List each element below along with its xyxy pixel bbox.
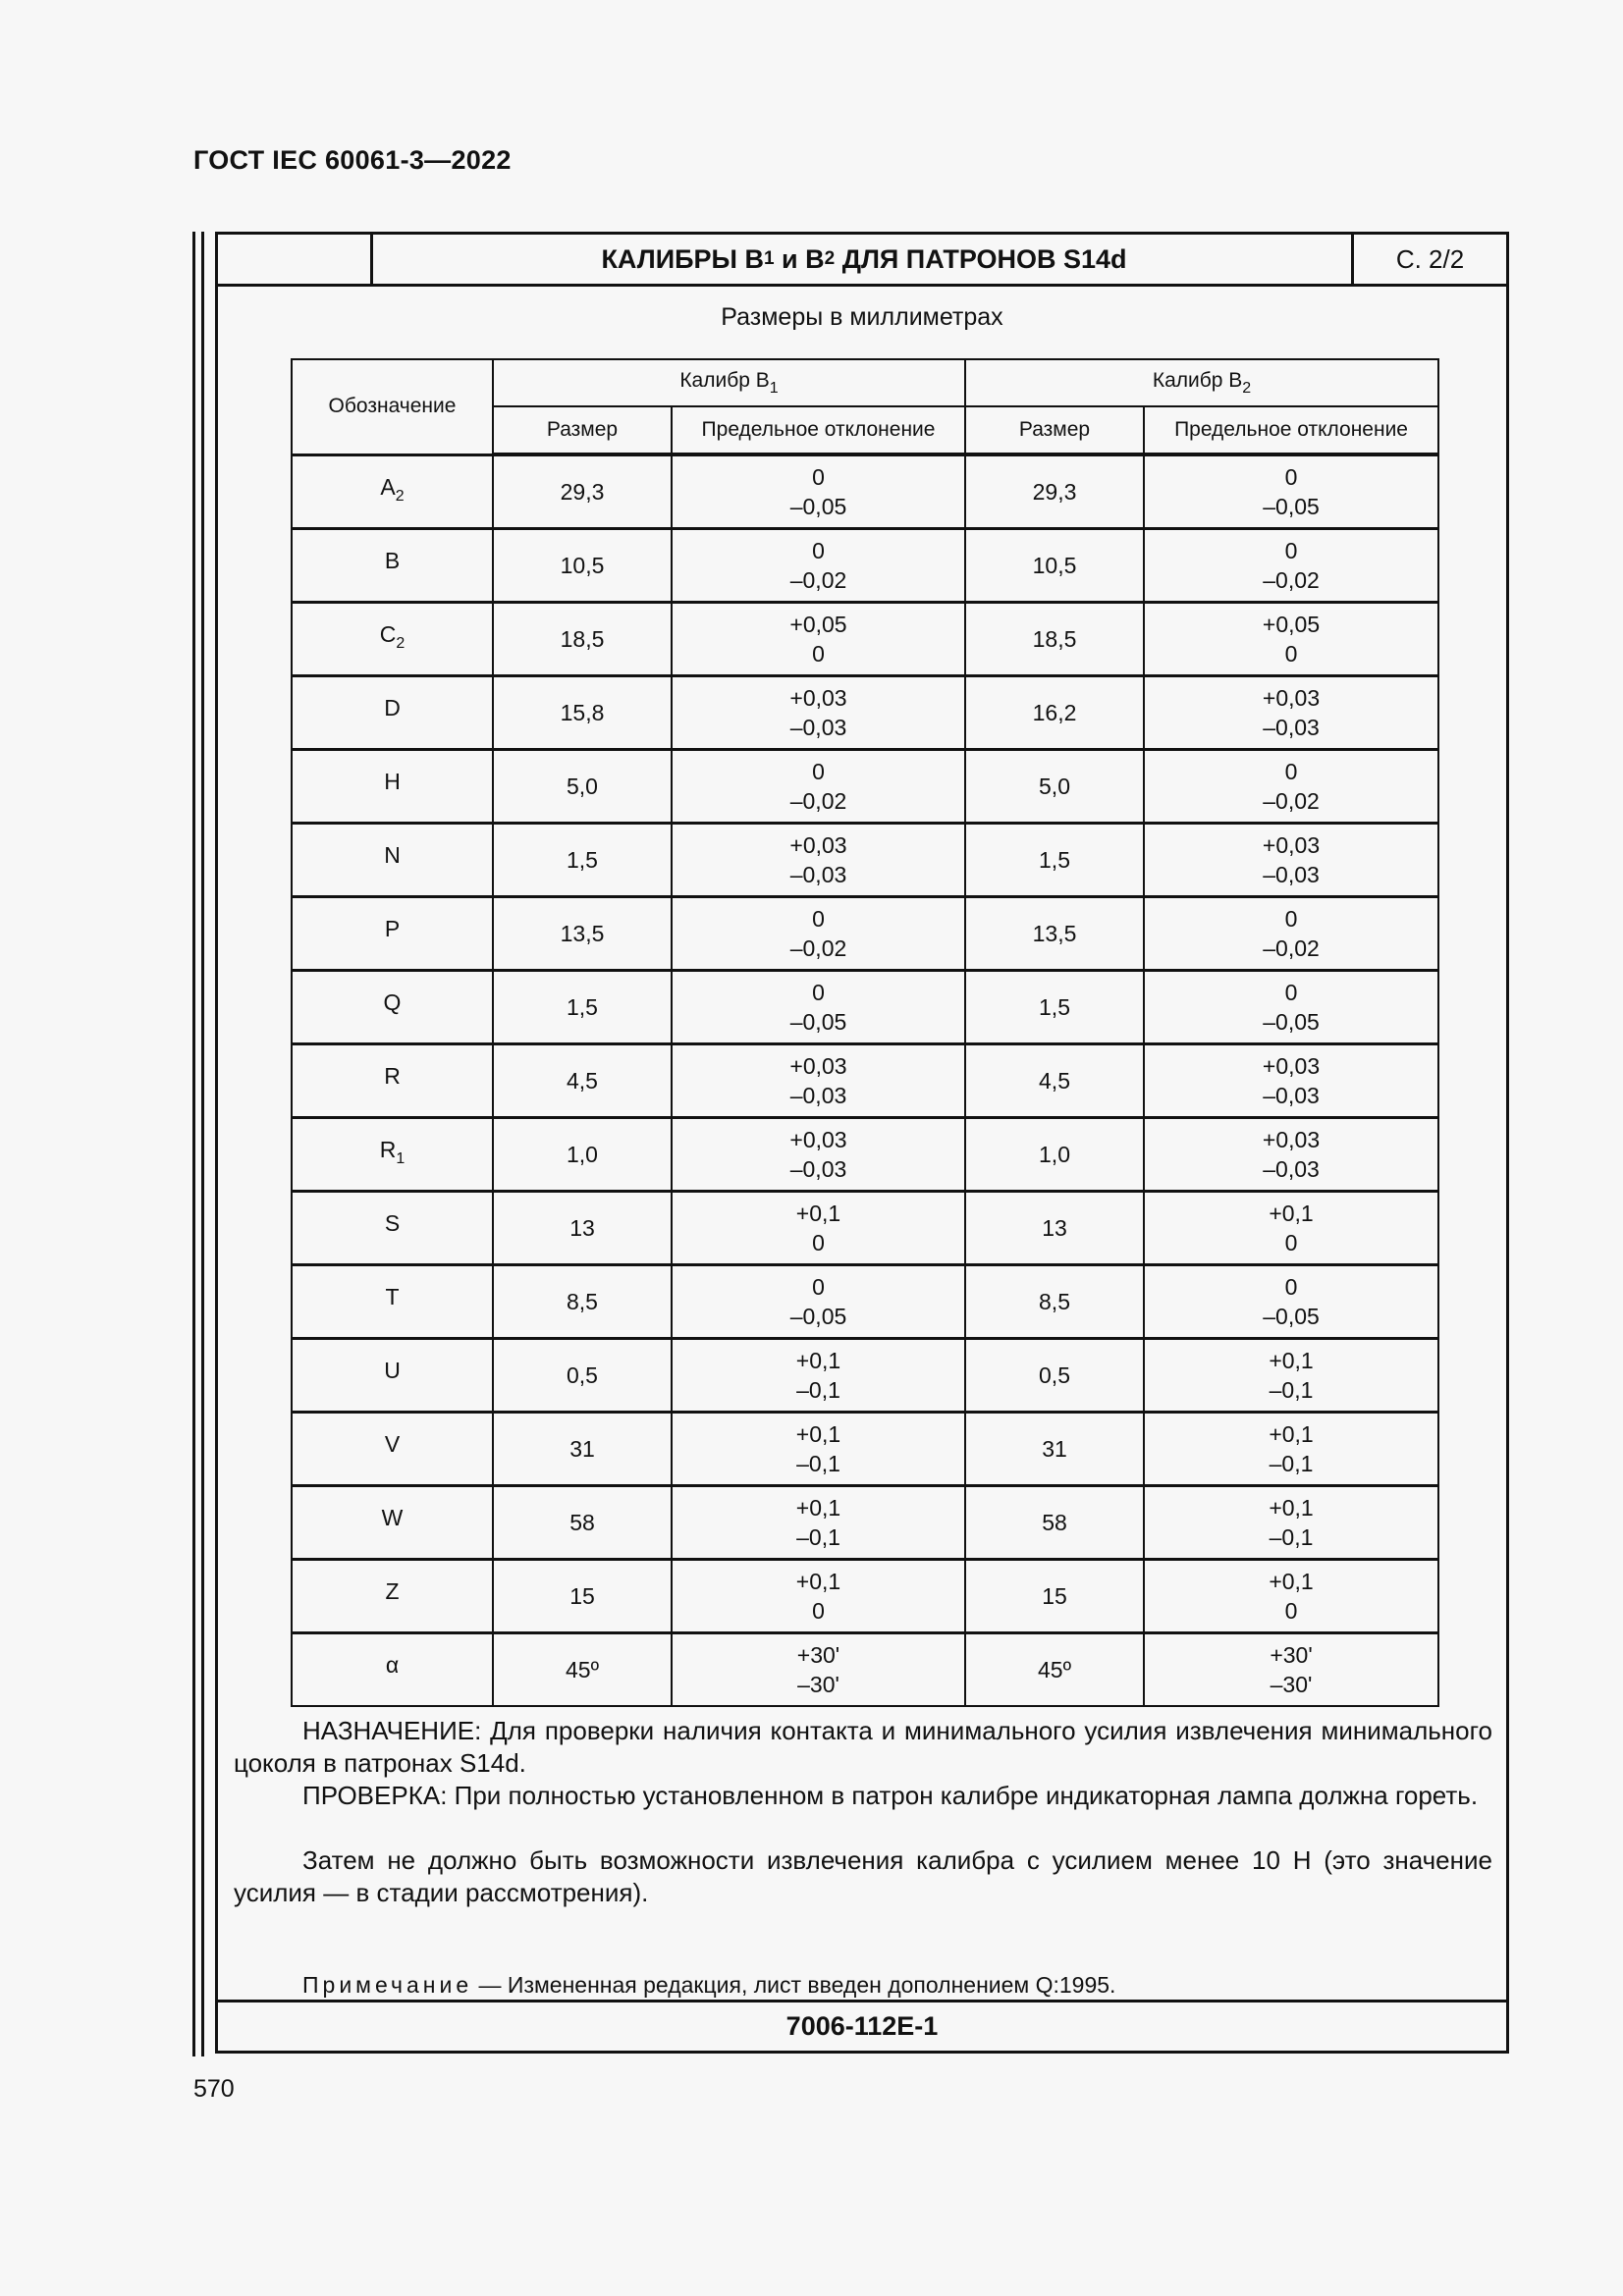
designation-cell: V [292, 1413, 493, 1486]
col-deviation-header: Предельное отклонение [672, 406, 965, 454]
deviation-cell: +0,1 –0,1 [672, 1339, 965, 1413]
size-cell: 18,5 [493, 603, 672, 676]
size-cell: 45º [493, 1633, 672, 1707]
deviation-cell: 0 –0,05 [672, 971, 965, 1044]
deviation-cell: +30' –30' [1144, 1633, 1438, 1707]
sheet-frame [215, 232, 1509, 2054]
note: Примечание — Измененная редакция, лист введен дополнением Q:1995. [302, 1972, 1116, 1998]
size-cell: 13 [965, 1192, 1144, 1265]
size-cell: 45º [965, 1633, 1144, 1707]
table-row [292, 971, 1438, 1044]
table-row [292, 897, 1438, 971]
size-cell: 16,2 [965, 676, 1144, 750]
size-cell: 1,5 [965, 971, 1144, 1044]
deviation-cell: 0 –0,05 [1144, 971, 1438, 1044]
designation-cell: H [292, 750, 493, 824]
size-cell: 29,3 [965, 454, 1144, 529]
table-row [292, 824, 1438, 897]
deviation-cell: +0,1 0 [1144, 1560, 1438, 1633]
size-cell: 15,8 [493, 676, 672, 750]
designation-cell: R [292, 1044, 493, 1118]
size-cell: 8,5 [493, 1265, 672, 1339]
deviation-cell: 0 –0,02 [1144, 750, 1438, 824]
table-row [292, 603, 1438, 676]
deviation-cell: 0 –0,02 [672, 529, 965, 603]
sheet-number: С. 2/2 [1351, 235, 1506, 284]
size-cell: 1,0 [965, 1118, 1144, 1192]
size-cell: 10,5 [965, 529, 1144, 603]
gauge-b1-header: Калибр $B_1$ [493, 359, 965, 406]
designation-cell: B [292, 529, 493, 603]
deviation-cell: +0,1 –0,1 [1144, 1339, 1438, 1413]
designation-cell: T [292, 1265, 493, 1339]
deviation-cell: 0 –0,02 [1144, 897, 1438, 971]
deviation-cell: 0 –0,05 [672, 454, 965, 529]
size-cell: 15 [493, 1560, 672, 1633]
sheet-code: 7006-112E-1 [218, 2000, 1506, 2051]
size-cell: 13 [493, 1192, 672, 1265]
size-cell: 13,5 [965, 897, 1144, 971]
table-row [292, 529, 1438, 603]
table-row [292, 676, 1438, 750]
size-cell: 31 [493, 1413, 672, 1486]
designation-cell: $R_1$ [292, 1118, 493, 1192]
designation-cell: U [292, 1339, 493, 1413]
table-row [292, 750, 1438, 824]
table-row [292, 1560, 1438, 1633]
size-cell: 5,0 [493, 750, 672, 824]
deviation-cell: +0,1 –0,1 [1144, 1486, 1438, 1560]
col-size-header: Размер [493, 406, 672, 454]
deviation-cell: 0 –0,05 [1144, 1265, 1438, 1339]
size-cell: 8,5 [965, 1265, 1144, 1339]
deviation-cell: +0,05 0 [1144, 603, 1438, 676]
margin-line [192, 232, 195, 2056]
size-cell: 1,0 [493, 1118, 672, 1192]
table-row [292, 1044, 1438, 1118]
size-cell: 18,5 [965, 603, 1144, 676]
deviation-cell: 0 –0,05 [672, 1265, 965, 1339]
table-row [292, 1265, 1438, 1339]
size-cell: 58 [965, 1486, 1144, 1560]
size-cell: 0,5 [965, 1339, 1144, 1413]
deviation-cell: +0,03 –0,03 [672, 676, 965, 750]
deviation-cell: +0,05 0 [672, 603, 965, 676]
size-cell: 58 [493, 1486, 672, 1560]
size-cell: 31 [965, 1413, 1144, 1486]
deviation-cell: 0 –0,02 [1144, 529, 1438, 603]
designation-cell: W [292, 1486, 493, 1560]
deviation-cell: +0,1 –0,1 [1144, 1413, 1438, 1486]
deviation-cell: +0,1 0 [672, 1192, 965, 1265]
title-blank-cell [218, 235, 373, 284]
check-paragraph: ПРОВЕРКА: При полностью установленном в патрон калибре индикаторная лампа должна гореть. [302, 1781, 1479, 1810]
units-caption: Размеры в миллиметрах [721, 303, 1003, 331]
document-header: ГОСТ IEC 60061-3—2022 [193, 145, 512, 175]
designation-cell: N [292, 824, 493, 897]
size-cell: 0,5 [493, 1339, 672, 1413]
deviation-cell: +0,1 –0,1 [672, 1413, 965, 1486]
col-designation-header: Обозначение [292, 359, 493, 454]
designation-cell: $C_2$ [292, 603, 493, 676]
designation-cell: Z [292, 1560, 493, 1633]
deviation-cell: +0,1 –0,1 [672, 1486, 965, 1560]
deviation-cell: +0,03 –0,03 [1144, 676, 1438, 750]
designation-cell: α [292, 1633, 493, 1707]
size-cell: 10,5 [493, 529, 672, 603]
deviation-cell: +0,03 –0,03 [1144, 824, 1438, 897]
deviation-cell: +0,03 –0,03 [1144, 1044, 1438, 1118]
designation-cell: $A_2$ [292, 454, 493, 529]
deviation-cell: 0 –0,05 [1144, 454, 1438, 529]
table-row [292, 1192, 1438, 1265]
page-number: 570 [193, 2075, 235, 2103]
deviation-cell: 0 –0,02 [672, 750, 965, 824]
size-cell: 4,5 [965, 1044, 1144, 1118]
deviation-cell: +0,03 –0,03 [672, 1118, 965, 1192]
margin-line [201, 232, 204, 2056]
designation-cell: Q [292, 971, 493, 1044]
deviation-cell: 0 –0,02 [672, 897, 965, 971]
col-size-header: Размер [965, 406, 1144, 454]
table-row [292, 1339, 1438, 1413]
deviation-cell: +0,1 0 [672, 1560, 965, 1633]
table-row [292, 1486, 1438, 1560]
table-row [292, 1118, 1438, 1192]
sheet-title: КАЛИБРЫ B 1 и B 2 ДЛЯ ПАТРОНОВ S14d [601, 243, 1127, 274]
dimensions-table [291, 358, 1439, 1707]
then-paragraph: Затем не должно быть возможности извлечения калибра с усилием менее 10 Н (это значение усилия — в стадии рассмотрения). [234, 1845, 1492, 1907]
deviation-cell: +0,1 0 [1144, 1192, 1438, 1265]
sheet-title-row [218, 235, 1506, 287]
deviation-cell: +0,03 –0,03 [672, 1044, 965, 1118]
table-row [292, 1413, 1438, 1486]
purpose-paragraph: НАЗНАЧЕНИЕ: Для проверки наличия контакта и минимального усилия извлечения минимального цоколя в патронах S14d. [234, 1716, 1492, 1778]
designation-cell: S [292, 1192, 493, 1265]
table-row [292, 454, 1438, 529]
deviation-cell: +30' –30' [672, 1633, 965, 1707]
col-deviation-header: Предельное отклонение [1144, 406, 1438, 454]
gauge-b2-header: Калибр $B_2$ [965, 359, 1438, 406]
deviation-cell: +0,03 –0,03 [1144, 1118, 1438, 1192]
deviation-cell: +0,03 –0,03 [672, 824, 965, 897]
size-cell: 15 [965, 1560, 1144, 1633]
size-cell: 4,5 [493, 1044, 672, 1118]
table-row [292, 1633, 1438, 1707]
size-cell: 1,5 [493, 971, 672, 1044]
size-cell: 5,0 [965, 750, 1144, 824]
designation-cell: D [292, 676, 493, 750]
size-cell: 29,3 [493, 454, 672, 529]
designation-cell: P [292, 897, 493, 971]
size-cell: 1,5 [965, 824, 1144, 897]
size-cell: 1,5 [493, 824, 672, 897]
size-cell: 13,5 [493, 897, 672, 971]
